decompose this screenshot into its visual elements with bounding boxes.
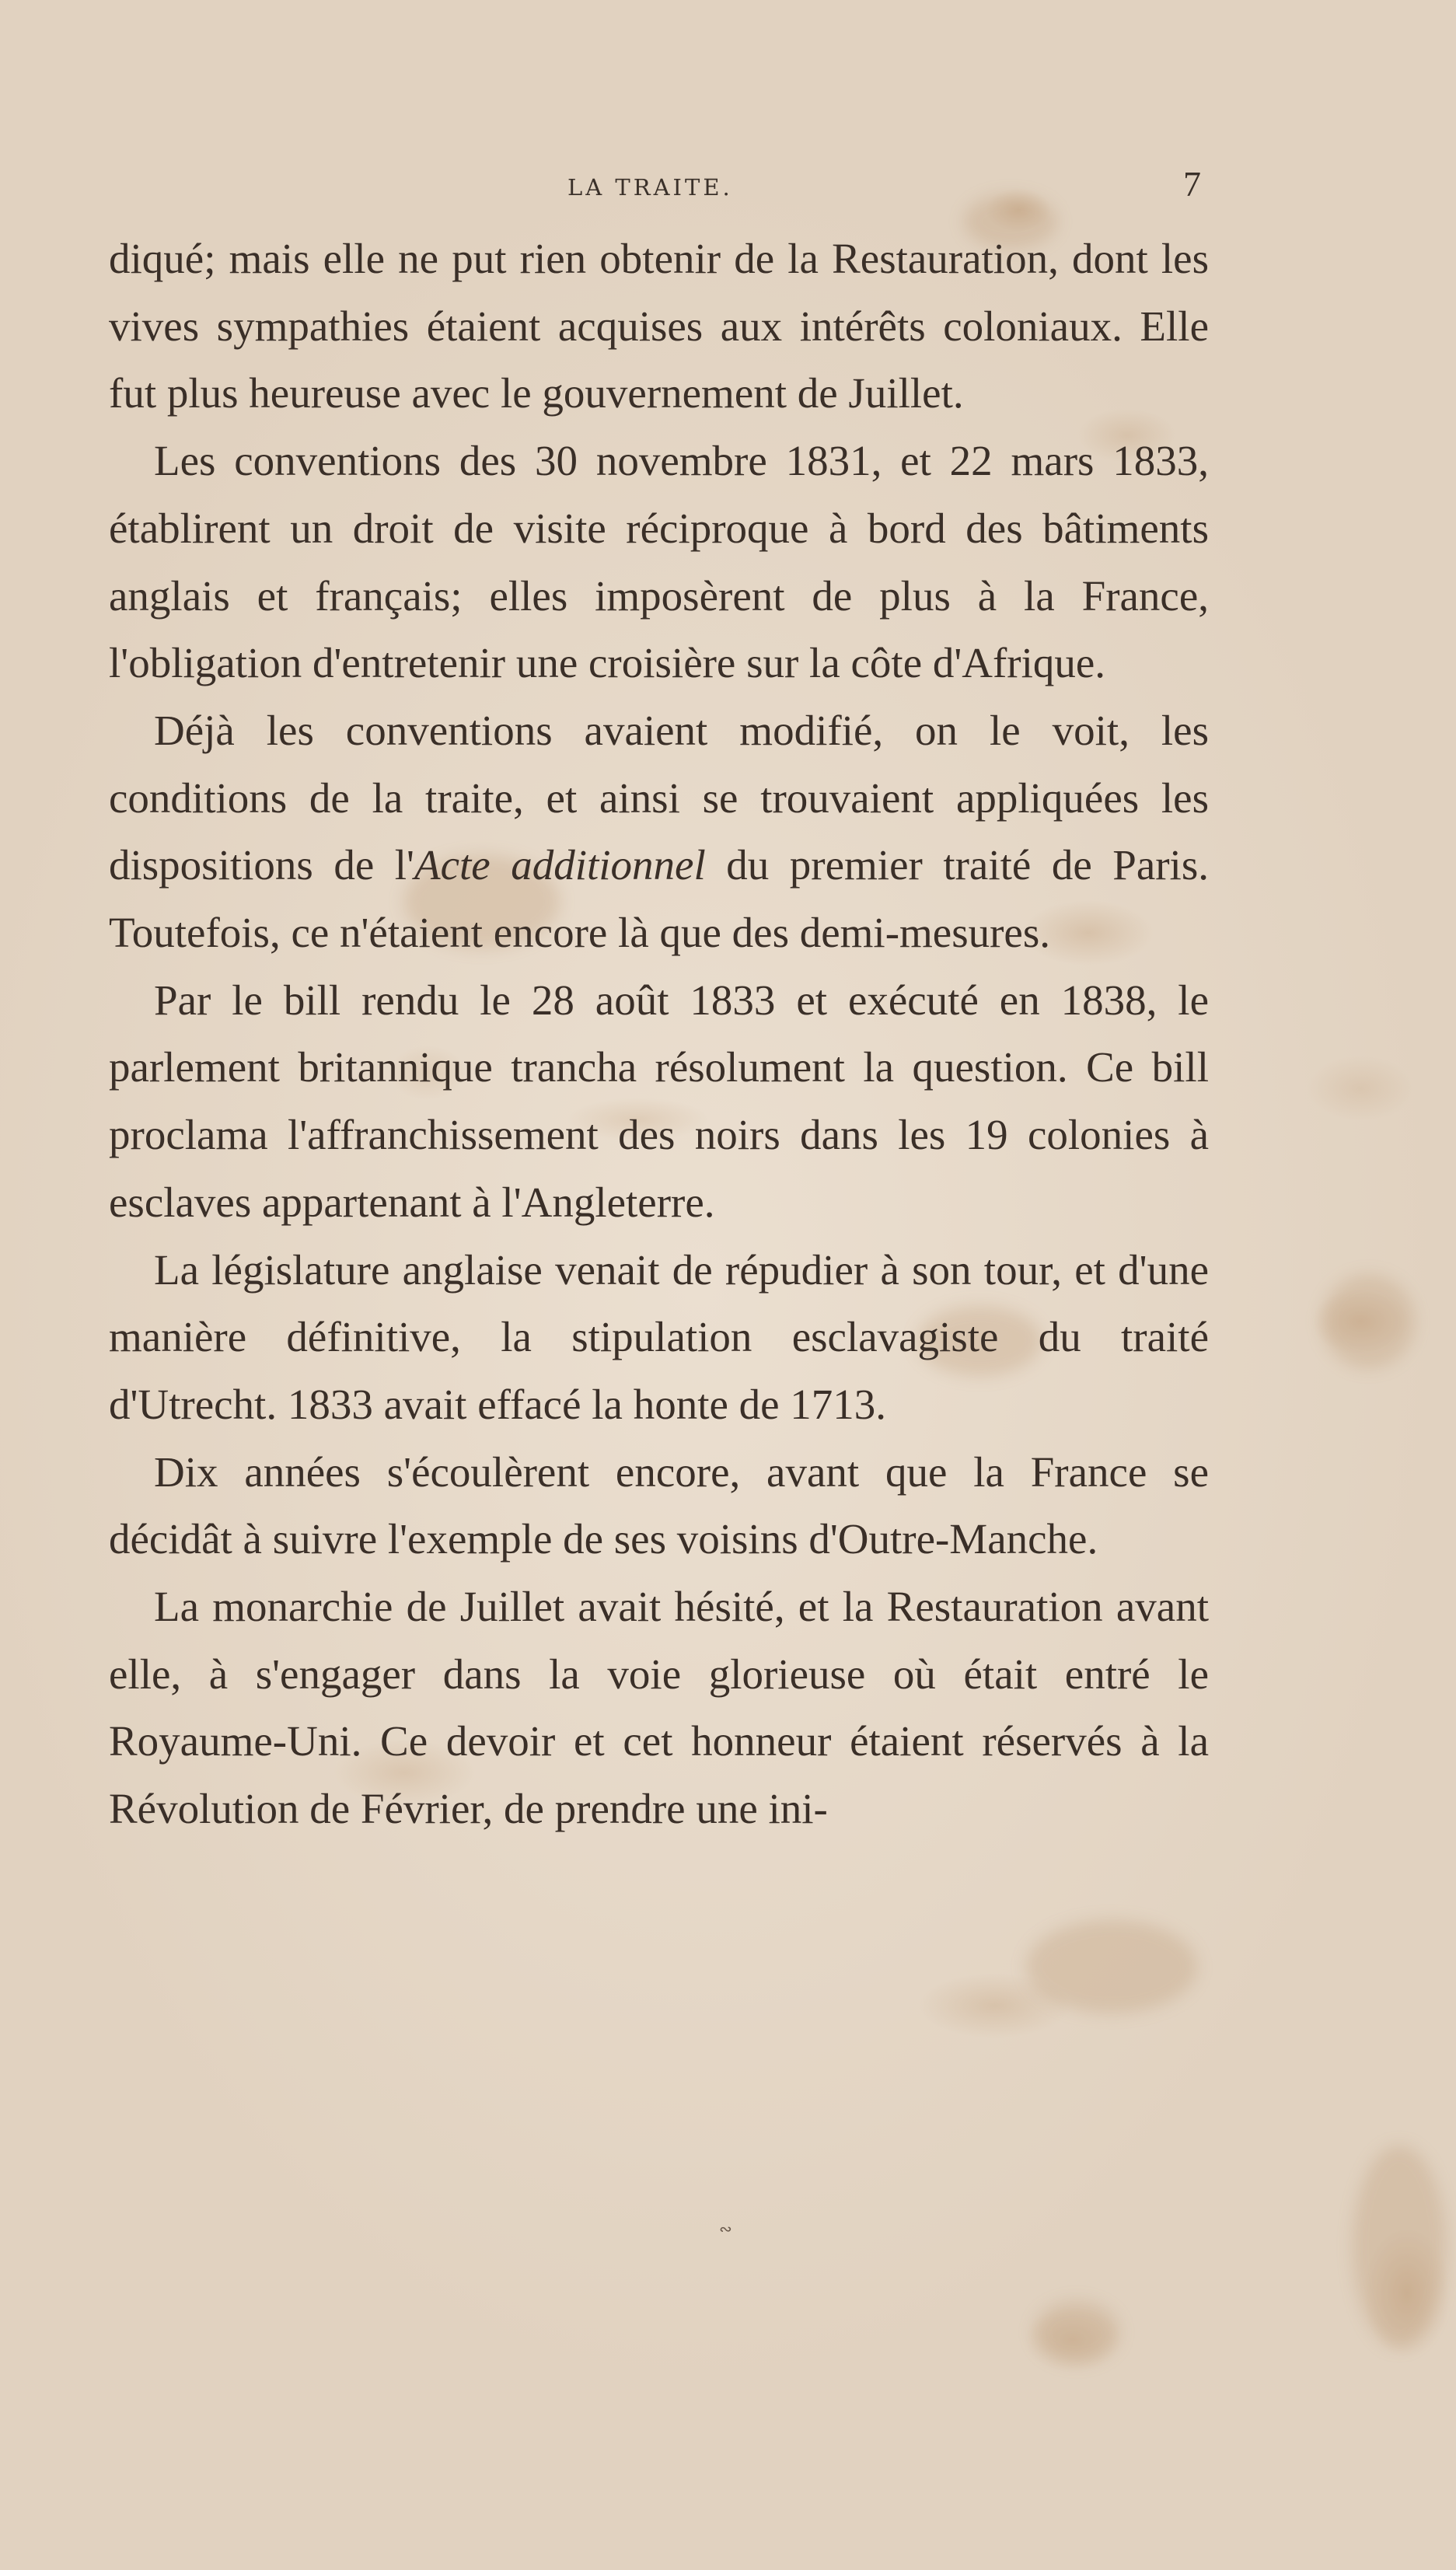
printer-mark-icon: ∾ [719,2219,732,2238]
paragraph: Par le bill rendu le 28 août 1833 et exécuté en 1838, le parlement britannique trancha résolument la question. Ce bill proclama l'affranchissement des noirs dans les 19 colonies à esclaves appartenant à l'Angleterre. [109,976,1209,1226]
paragraph: La législature anglaise venait de répudier à son tour, et d'une manière définitive, la stipulation esclavagiste du traité d'Utrecht. 1833 avait effacé la honte de 1713. [109,1245,1209,1428]
foxing-stain [1322,1275,1415,1368]
page-number: 7 [1183,164,1201,204]
foxing-stain [1026,1920,1197,2013]
paragraph: Les conventions des 30 novembre 1831, et 22 mars 1833, établirent un droit de visite réciproque à bord des bâtiments anglais et français; elles imposèrent de plus à la France, l'obligation d'entretenir une croisière sur la côte d'Afrique. [109,437,1209,687]
paragraph: diqué; mais elle ne put rien obtenir de la Restauration, dont les vives sympathies étaient acquises aux intérêts coloniaux. Elle fut plus heureuse avec le gouvernement de Juillet. [109,235,1209,417]
running-head-title: LA TRAITE. [567,174,733,201]
italic-title: Acte additionnel [414,841,706,889]
foxing-stain [1034,2301,1119,2363]
paragraph-text: Déjà les conventions avaient modifié, on le voit, les conditions de la traite, et ainsi se trouvaient appliquées les dispositions de l' [109,706,1209,889]
paragraph: La monarchie de Juillet avait hésité, et la Restauration avant elle, à s'engager dans la voie glorieuse où était entré le Royaume-Uni. Ce devoir et cet honneur étaient réservés à la Révolution de Février, de prendre une ini- [109,1583,1209,1833]
body-text [109,225,1209,1843]
paragraph-text: du premier traité de Paris. Toutefois, ce n'étaient encore là que des demi-mesures. [109,841,1209,957]
paragraph: Dix années s'écoulèrent encore, avant que la France se décidât à suivre l'exemple de ses voisins d'Outre-Manche. [109,1447,1209,1563]
paragraph [109,697,1209,967]
foxing-stain [1353,2146,1446,2348]
